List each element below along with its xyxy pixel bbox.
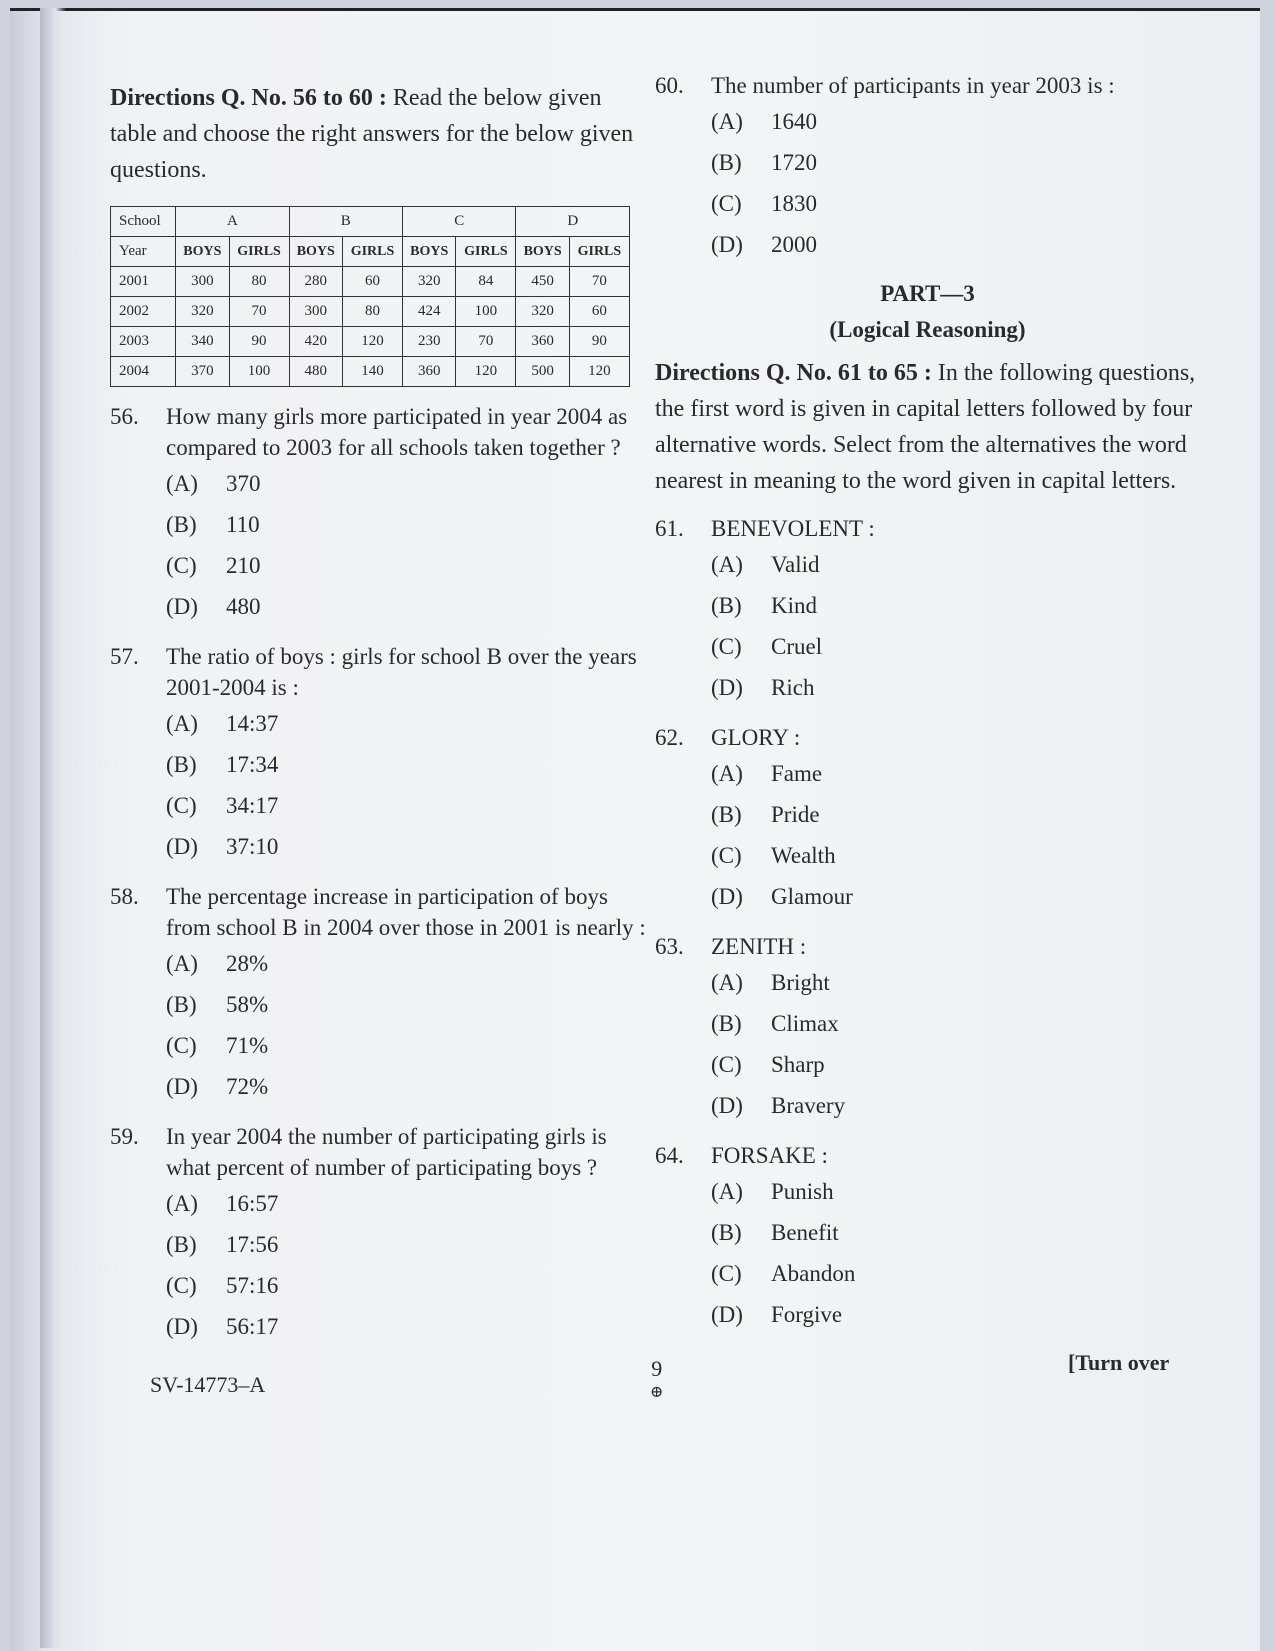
option-b: (B) Kind — [711, 593, 817, 618]
binding-shadow — [40, 8, 66, 1648]
option-c: (C) 71% — [166, 1033, 269, 1058]
option-d: (D) 56:17 — [166, 1314, 279, 1339]
boys-header: BOYS — [403, 237, 456, 267]
right-column — [655, 70, 1200, 1335]
part-title: PART—3 — [880, 281, 975, 306]
option-d: (D) Rich — [711, 675, 815, 700]
table-row: 2003 340 90 420 120 230 70 360 90 — [111, 327, 630, 357]
option-a: (A) 28% — [166, 951, 269, 976]
option-b: (B) Pride — [711, 802, 820, 827]
option-c: (C) Wealth — [711, 843, 836, 868]
question-63: 63. ZENITH : (A) Bright (B) Climax (C) Sharp (D) Bravery — [655, 931, 1200, 1126]
corner-year: Year — [111, 237, 176, 267]
option-c: (C) Cruel — [711, 634, 823, 659]
option-c: (C) 34:17 — [166, 793, 279, 818]
question-62: 62. GLORY : (A) Fame (B) Pride (C) Wealth (D) Glamour — [655, 722, 1200, 917]
option-b: (B) Benefit — [711, 1220, 839, 1245]
girls-header: GIRLS — [229, 237, 289, 267]
school-c-header: C — [403, 207, 516, 237]
boys-header: BOYS — [289, 237, 342, 267]
option-c: (C) 57:16 — [166, 1273, 279, 1298]
question-61: 61. BENEVOLENT : (A) Valid (B) Kind (C) Cruel (D) Rich — [655, 513, 1200, 708]
girls-header: GIRLS — [342, 237, 402, 267]
registration-mark-icon: ⊕ — [650, 1384, 664, 1401]
option-d: (D) Forgive — [711, 1302, 843, 1327]
question-60: 60. The number of participants in year 2003 is : (A) 1640 (B) 1720 (C) 1830 (D) 2000 — [655, 70, 1200, 265]
question-57: 57. The ratio of boys : girls for school B over the years 2001-2004 is : (A) 14:37 (B) 17:34 (C) 34:17 (D) 37:10 — [110, 641, 650, 867]
page-number-block — [650, 1356, 663, 1402]
corner-school: School — [111, 207, 176, 237]
girls-header: GIRLS — [569, 237, 629, 267]
option-a: (A) Fame — [711, 761, 823, 786]
option-c: (C) Sharp — [711, 1052, 825, 1077]
option-a: (A) 14:37 — [166, 711, 279, 736]
option-b: (B) 1720 — [711, 150, 817, 175]
table-row: 2004 370 100 480 140 360 120 500 120 — [111, 357, 630, 387]
option-a: (A) 370 — [166, 471, 261, 496]
school-b-header: B — [289, 207, 402, 237]
turn-over-note: [Turn over — [1068, 1350, 1170, 1375]
option-d: (D) 37:10 — [166, 834, 279, 859]
option-d: (D) 2000 — [711, 232, 817, 257]
option-b: (B) 58% — [166, 992, 269, 1017]
question-64: 64. FORSAKE : (A) Punish (B) Benefit (C) Abandon (D) Forgive — [655, 1140, 1200, 1335]
option-a: (A) Punish — [711, 1179, 834, 1204]
option-d: (D) Bravery — [711, 1093, 846, 1118]
page-number: 9 — [651, 1356, 663, 1381]
option-c: (C) 210 — [166, 553, 261, 578]
option-a: (A) Bright — [711, 970, 830, 995]
directions-56-60: Directions Q. No. 56 to 60 : Read the below given table and choose the right answers for the below given questions. — [110, 85, 634, 183]
option-c: (C) Abandon — [711, 1261, 856, 1286]
option-a: (A) Valid — [711, 552, 820, 577]
question-58: 58. The percentage increase in participation of boys from school B in 2004 over those in 2001 is nearly : (A) 28% (B) 58% (C) 71% (D) 72% — [110, 881, 650, 1107]
question-59: 59. In year 2004 the number of participating girls is what percent of number of participating boys ? (A) 16:57 (B) 17:56 (C) 57:16 (D) 56:17 — [110, 1121, 650, 1347]
option-d: (D) 480 — [166, 594, 261, 619]
paper-code: SV-14773–A — [150, 1372, 266, 1397]
school-a-header: A — [176, 207, 289, 237]
question-56: 56. How many girls more participated in year 2004 as compared to 2003 for all schools taken together ? (A) 370 (B) 110 (C) 210 (D) 480 — [110, 401, 650, 627]
option-b: (B) Climax — [711, 1011, 839, 1036]
table-row: 2001 300 80 280 60 320 84 450 70 — [111, 267, 630, 297]
participation-table — [110, 206, 630, 387]
option-d: (D) 72% — [166, 1074, 269, 1099]
option-b: (B) 17:56 — [166, 1232, 279, 1257]
school-d-header: D — [516, 207, 630, 237]
option-d: (D) Glamour — [711, 884, 853, 909]
boys-header: BOYS — [176, 237, 229, 267]
option-c: (C) 1830 — [711, 191, 817, 216]
table-row: 2002 320 70 300 80 424 100 320 60 — [111, 297, 630, 327]
girls-header: GIRLS — [456, 237, 516, 267]
part-subtitle: (Logical Reasoning) — [829, 317, 1026, 342]
directions-61-65: Directions Q. No. 61 to 65 : In the following questions, the first word is given in capital letters followed by four alternative words. Select from the alternatives the word nearest in meaning to the word given in capital letters. — [655, 360, 1196, 494]
left-column — [110, 80, 650, 1347]
boys-header: BOYS — [516, 237, 569, 267]
option-a: (A) 16:57 — [166, 1191, 279, 1216]
option-b: (B) 110 — [166, 512, 260, 537]
option-b: (B) 17:34 — [166, 752, 279, 777]
option-a: (A) 1640 — [711, 109, 817, 134]
